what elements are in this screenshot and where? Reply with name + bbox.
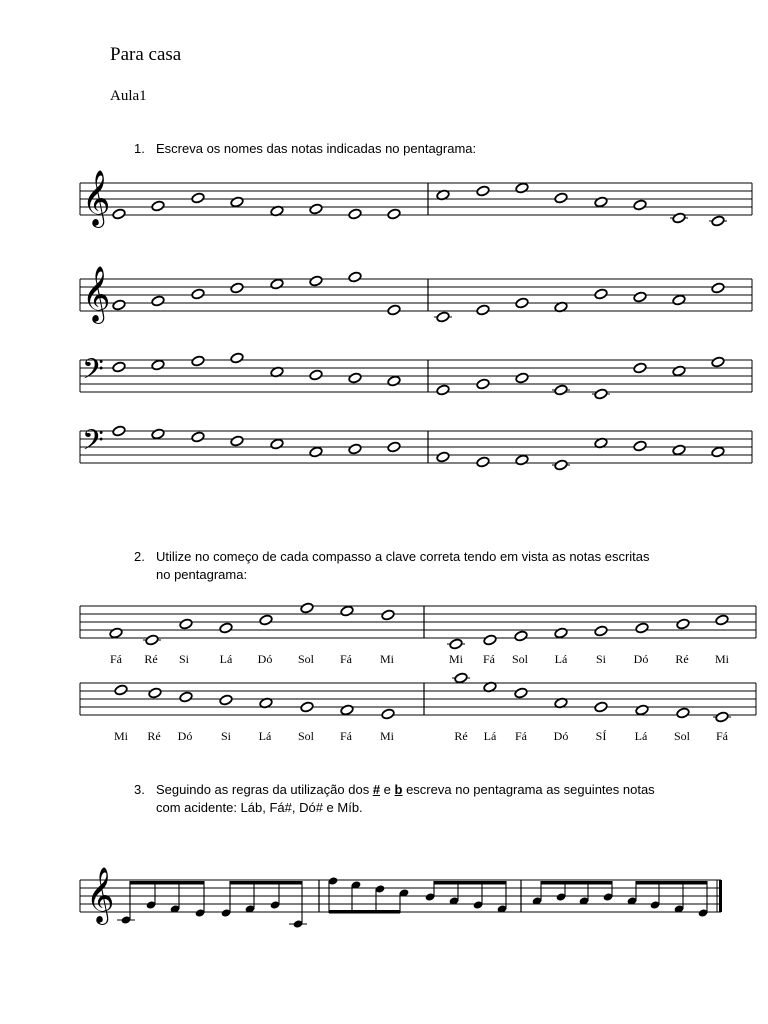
whole-note [300,701,314,713]
note-name-label: Si [595,652,607,666]
eighth-note [195,908,206,917]
whole-note [436,384,450,396]
exercise-2 [134,548,650,584]
whole-note [635,622,649,634]
eighth-note [170,904,181,913]
whole-note [515,454,529,466]
note-name-label: Mi [714,652,730,666]
note-name-label: Ré [144,652,158,666]
whole-note [594,625,608,637]
note-name-label: Fá [340,729,352,743]
eighth-note [627,896,638,905]
note-name-label: Fá [515,729,527,743]
whole-note [711,215,725,227]
eighth-note [579,896,590,905]
whole-note [151,428,165,440]
whole-note [179,618,193,630]
whole-note [554,459,568,471]
eighth-note [650,900,661,909]
whole-note [151,295,165,307]
whole-note [476,456,490,468]
page-title: Para casa [110,44,182,65]
whole-note [112,361,126,373]
whole-note [340,605,354,617]
whole-note [381,708,395,720]
whole-note [230,282,244,294]
whole-note [476,185,490,197]
whole-note [554,192,568,204]
note-name-label: Lá [258,729,272,743]
whole-note [676,618,690,630]
whole-note [594,701,608,713]
exercise-text: Escreva os nomes das notas indicadas no pentagrama: [156,141,477,156]
note-name-label: Sol [511,652,529,666]
whole-note [594,388,608,400]
whole-note [715,614,729,626]
treble-clef-icon: 𝄞 [86,867,115,923]
whole-note [514,630,528,642]
eighth-note [293,919,304,928]
exercise-1 [134,140,476,158]
whole-note [112,208,126,220]
eighth-note [375,884,386,893]
whole-note [554,301,568,313]
whole-note [151,200,165,212]
note-name-label: Mi [113,729,129,743]
whole-note [387,304,401,316]
whole-note [554,384,568,396]
whole-note [676,707,690,719]
note-name-label: Lá [554,652,568,666]
whole-note [191,192,205,204]
eighth-note [425,892,436,901]
whole-note [483,681,497,693]
whole-note [476,378,490,390]
note-name-label: Ré [147,729,161,743]
note-name-label: Dó [177,729,193,743]
whole-note [711,356,725,368]
whole-note [672,444,686,456]
whole-note [259,614,273,626]
whole-note [309,446,323,458]
whole-note [449,638,463,650]
whole-note [454,672,468,684]
note-name-label: Mi [379,729,395,743]
whole-note [145,634,159,646]
eighth-note [473,900,484,909]
note-name-label: Mi [448,652,464,666]
whole-note [594,288,608,300]
whole-note [219,622,233,634]
eighth-note [674,904,685,913]
note-name-label: Fá [716,729,728,743]
whole-note [270,205,284,217]
whole-note [635,704,649,716]
whole-note [219,694,233,706]
note-beam [636,881,707,885]
whole-note [515,182,529,194]
whole-note [148,687,162,699]
note-beam [329,910,400,914]
whole-note [348,443,362,455]
whole-note [436,189,450,201]
note-name-label: Ré [675,652,689,666]
whole-note [554,697,568,709]
whole-note [112,299,126,311]
whole-note [715,711,729,723]
whole-note [672,294,686,306]
note-name-label: Fá [483,652,495,666]
lesson-title: Aula1 [110,88,147,104]
whole-note [633,362,647,374]
bass-clef-icon: 𝄢 [82,353,104,393]
whole-note [672,365,686,377]
whole-note [309,369,323,381]
exercise-text-line2: com acidente: Láb, Fá#, Dó# e Míb. [156,800,363,815]
note-name-label: Lá [219,652,233,666]
exercise-number: 3. [134,782,145,797]
treble-clef-icon: 𝄞 [82,266,111,322]
whole-note [230,435,244,447]
whole-note [348,208,362,220]
whole-note [191,431,205,443]
eighth-note [270,900,281,909]
whole-note [309,203,323,215]
whole-note [309,275,323,287]
note-name-label: SÍ [595,729,607,743]
exercise-text-line1: Utilize no começo de cada compasso a clave correta tendo em vista as notas escritas [156,549,650,564]
eighth-note [449,896,460,905]
exercise-text-line1a: Seguindo as regras da utilização dos [156,782,373,797]
whole-note [436,311,450,323]
note-name-label: Mi [379,652,395,666]
note-beam [541,881,612,885]
note-name-label: Lá [483,729,497,743]
eighth-note [497,904,508,913]
note-name-label: Ré [454,729,468,743]
note-name-label: Sol [297,652,315,666]
eighth-note [328,876,339,885]
note-name-label: Fá [340,652,352,666]
final-barline [719,880,722,912]
whole-note [109,627,123,639]
whole-note [514,687,528,699]
exercise-number: 2. [134,549,145,564]
whole-note [387,208,401,220]
eighth-note [399,888,410,897]
exercise-number: 1. [134,141,145,156]
eighth-note [698,908,709,917]
eighth-note [556,892,567,901]
note-name-label: Dó [257,652,273,666]
whole-note [191,355,205,367]
whole-note [594,437,608,449]
whole-note [230,352,244,364]
whole-note [633,199,647,211]
whole-note [230,196,244,208]
whole-note [270,278,284,290]
note-name-label: Sol [673,729,691,743]
whole-note [483,634,497,646]
note-name-label: Dó [553,729,569,743]
whole-note [191,288,205,300]
note-name-label: Si [220,729,232,743]
whole-note [348,372,362,384]
eighth-note [532,896,543,905]
whole-note [515,372,529,384]
flat-symbol: b [394,782,403,797]
whole-note [594,196,608,208]
conjunction: e [380,782,395,797]
eighth-note [603,892,614,901]
whole-note [711,446,725,458]
note-name-label: Fá [110,652,122,666]
note-name-label: Lá [634,729,648,743]
whole-note [381,609,395,621]
eighth-note [351,880,362,889]
whole-note [711,282,725,294]
whole-note [387,441,401,453]
eighth-note [121,915,132,924]
note-name-label: Sol [297,729,315,743]
note-beam [230,881,302,885]
note-beam [434,881,506,885]
treble-clef-icon: 𝄞 [82,170,111,226]
note-name-label: Dó [633,652,649,666]
whole-note [270,366,284,378]
whole-note [259,697,273,709]
whole-note [554,627,568,639]
whole-note [112,425,126,437]
whole-note [436,451,450,463]
whole-note [151,359,165,371]
whole-note [476,304,490,316]
whole-note [672,212,686,224]
whole-note [633,291,647,303]
whole-note [179,691,193,703]
whole-note [300,602,314,614]
sharp-symbol: # [372,782,381,797]
whole-note [270,438,284,450]
whole-note [348,271,362,283]
exercise-text-line2: no pentagrama: [156,567,248,582]
whole-note [114,684,128,696]
whole-note [340,704,354,716]
exercise-3 [134,781,655,817]
bass-clef-icon: 𝄢 [82,424,104,464]
whole-note [633,440,647,452]
note-beam [130,881,204,885]
eighth-note [221,908,232,917]
eighth-note [146,900,157,909]
exercise-text-line1b: escreva no pentagrama as seguintes notas [402,782,655,797]
note-name-label: Si [178,652,190,666]
eighth-note [245,904,256,913]
whole-note [387,375,401,387]
whole-note [515,297,529,309]
